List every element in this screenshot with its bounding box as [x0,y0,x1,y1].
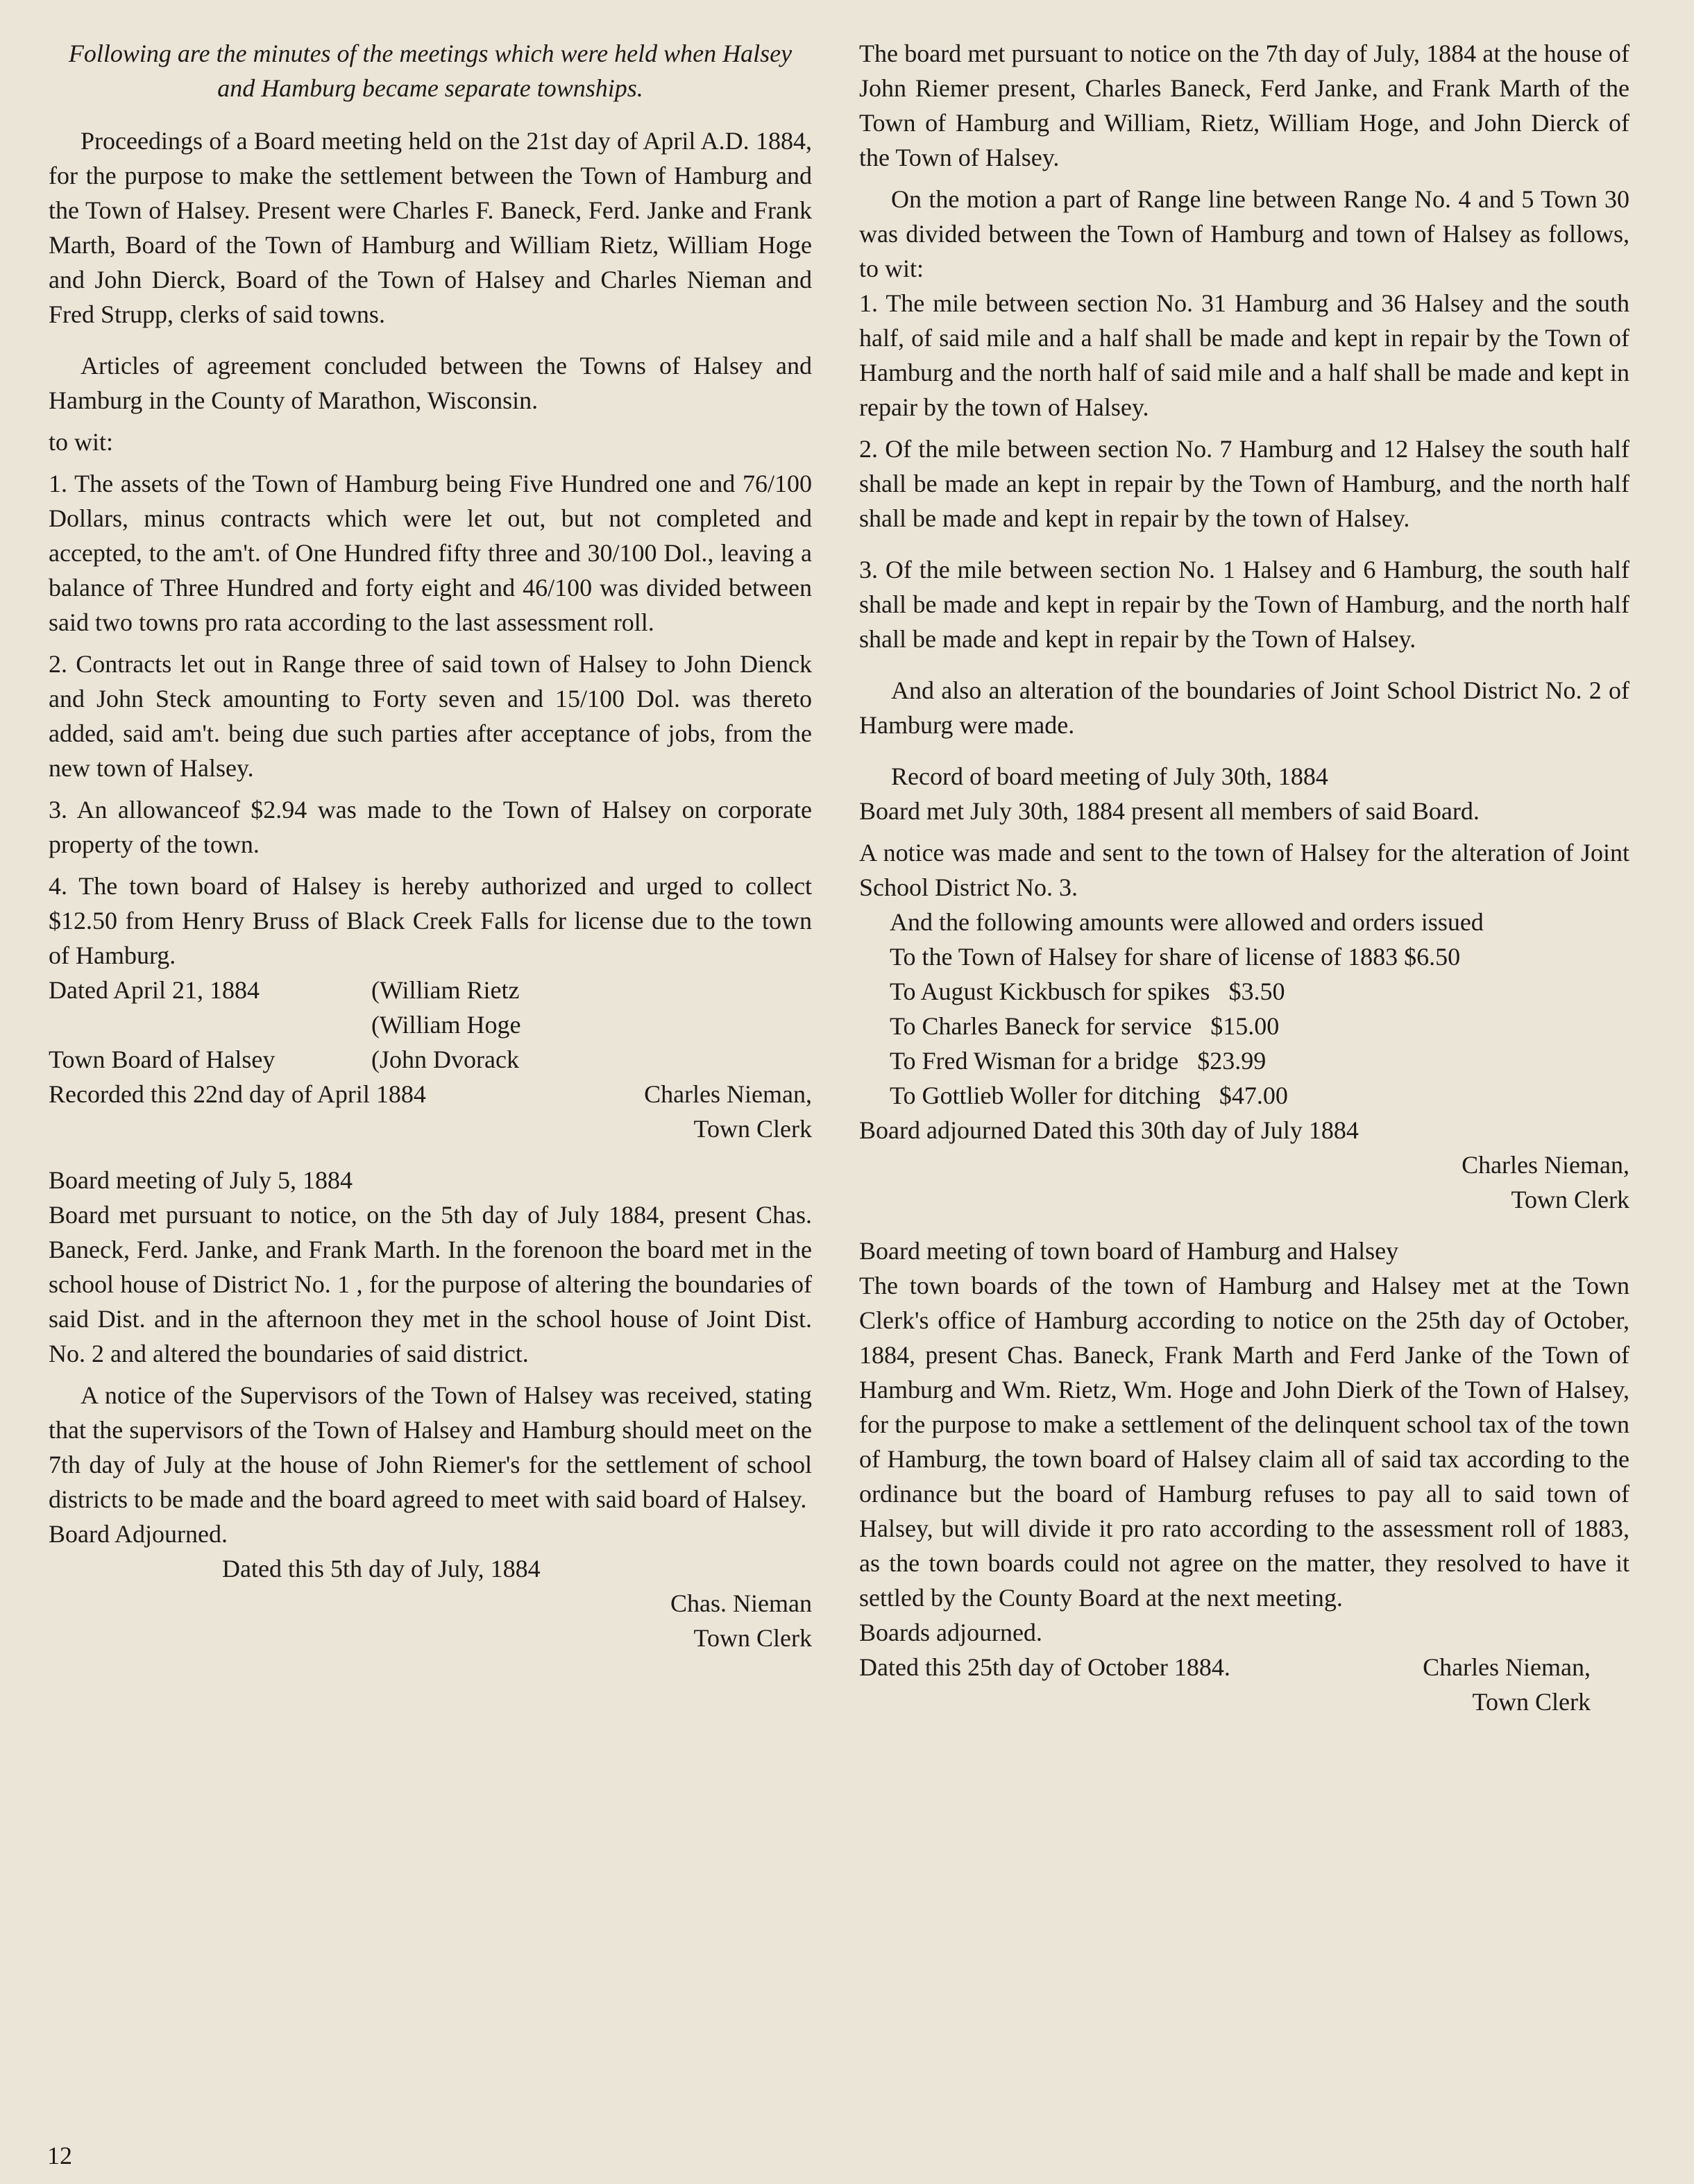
july7-paragraph-2: On the motion a part of Range line between Range No. 4 and 5 Town 30 was divided between the Town of Hamburg and town of Halsey as follows, to wit: [859,185,1629,282]
october-adjourned-text: Boards adjourned. [859,1619,1042,1646]
article-item-1: 1. The assets of the Town of Hamburg being Five Hundred one and 76/100 Dollars, minus contracts which were let out, but not completed and accepted, to the am't. of One Hundred fifty three and 30/100 Dol., leaving a balance of Three Hundred and forty eight and 46/100 was divided between said two towns pro rata according to the last assessment roll. [49,470,812,636]
october-paragraph: The town boards of the town of Hamburg and Halsey met at the Town Clerk's office of Hamburg according to notice on the 25th day of October, 1884, present Chas. Baneck, Frank Marth and Ferd Janke of the Town of Hamburg and Wm. Rietz, Wm. Hoge and John Dierk of the Town of Halsey, for the purpose to make a settlement of the delinquent school tax of the town of Hamburg, the town board of Halsey claim all of said tax according to the ordinance but the board of Hamburg refuses to pay all to said town of Halsey, but will divide it pro rato according to the assessment roll of 1883, as the town boards could not agree on the matter, they resolved to have it settled by the County Board at the next meeting. [859,1272,1629,1612]
october-signature-name: Charles Nieman, [1423,1653,1591,1681]
record-heading: Record of board meeting of July 30th, 1884 [891,762,1328,790]
july7-paragraph-1: The board met pursuant to notice on the 7th day of July, 1884 at the house of John Riemer present, Charles Baneck, Ferd Janke, and Frank Marth of the Town of Hamburg and William, Rietz, William Hoge, and John Dierck of the Town of Halsey. [859,40,1629,171]
articles-paragraph: Articles of agreement concluded between the Towns of Halsey and Hamburg in the County of Marathon, Wisconsin. [49,352,812,414]
july30-signature-title: Town Clerk [1511,1186,1629,1213]
october-signature-title: Town Clerk [1472,1688,1591,1716]
board-adjourned-text: Board Adjourned. [49,1520,228,1548]
to-wit-text: to wit: [49,428,114,456]
page-number: 12 [47,2142,72,2169]
signature-row-1 [49,973,812,1007]
july5-heading: Board meeting of July 5, 1884 [49,1166,353,1194]
signature-row-2 [49,1007,812,1042]
proceedings-paragraph: Proceedings of a Board meeting held on the 21st day of April A.D. 1884, for the purpose to make the settlement between the Town of Hamburg and the Town of Halsey. Present were Charles F. Baneck, Ferd. Janke and Frank Marth, Board of the Town of Hamburg and William Rietz, William Hoge and John Dierck, Board of the Town of Halsey and Charles Nieman and Fred Strupp, clerks of said towns. [49,127,812,328]
article-item-3: 3. An allowanceof $2.94 was made to the Town of Halsey on corporate property of the town. [49,796,812,858]
signature-name-2: (William Hoge [371,1011,521,1039]
amount-line-2: To August Kickbusch for spikes $3.50 [890,978,1285,1005]
signature-dated: Dated April 21, 1884 [49,976,260,1004]
amount-line-3: To Charles Baneck for service $15.00 [890,1012,1280,1040]
article-item-4: 4. The town board of Halsey is hereby authorized and urged to collect $12.50 from Henry Bruss of Black Creek Falls for license due to the town of Hamburg. [49,872,812,969]
recorded-clerk-name: Charles Nieman, [644,1080,812,1108]
october-heading: Board meeting of town board of Hamburg and Halsey [859,1237,1399,1265]
july30-paragraph-1: Board met July 30th, 1884 present all members of said Board. [859,797,1480,825]
recorded-clerk-title: Town Clerk [693,1115,812,1143]
left-column [49,36,812,1655]
dated-july5: Dated this 5th day of July, 1884 [222,1555,541,1582]
october-dated-line [859,1650,1629,1684]
signature-town-clerk: Town Clerk [693,1624,812,1652]
july30-adjourned-text: Board adjourned Dated this 30th day of July 1884 [859,1116,1359,1144]
school-alteration-paragraph: And also an alteration of the boundaries of Joint School District No. 2 of Hamburg were made. [859,676,1629,739]
signature-name-1: (William Rietz [371,976,520,1004]
amount-line-5: To Gottlieb Woller for ditching $47.00 [890,1082,1288,1109]
signature-name-3: (John Dvorack [371,1046,519,1073]
range-item-1: 1. The mile between section No. 31 Hamburg and 36 Halsey and the south half, of said mile and a half shall be made and kept in repair by the Town of Hamburg and the north half of said mile and a half shall be made and kept in repair by the town of Halsey. [859,289,1629,421]
july5-paragraph-2: A notice of the Supervisors of the Town of Halsey was received, stating that the supervisors of the Town of Halsey and Hamburg should meet on the 7th day of July at the house of John Riemer's for the settlement of school districts to be made and the board agreed to meet with said board of Halsey. [49,1381,812,1513]
july5-paragraph-1: Board met pursuant to notice, on the 5th day of July 1884, present Chas. Baneck, Ferd. Janke, and Frank Marth. In the forenoon the board met in the school house of District No. 1 , for the purpose of altering the boundaries of said Dist. and in the afternoon they met in the school house of Joint Dist. No. 2 and altered the boundaries of said district. [49,1201,812,1367]
article-item-2: 2. Contracts let out in Range three of said town of Halsey to John Dienck and John Steck amounting to Forty seven and 15/100 Dol. was thereto added, said am't. being due such parties after acceptance of jobs, from the new town of Halsey. [49,650,812,782]
amount-line-4: To Fred Wisman for a bridge $23.99 [890,1047,1267,1075]
signature-chas-nieman: Chas. Nieman [670,1589,812,1617]
range-item-3: 3. Of the mile between section No. 1 Halsey and 6 Hamburg, the south half shall be made and kept in repair by the Town of Hamburg, and the north half shall be made and kept in repair by the Town of Halsey. [859,556,1629,653]
amounts-intro: And the following amounts were allowed and orders issued [890,908,1484,936]
july30-paragraph-2: A notice was made and sent to the town of Halsey for the alteration of Joint School District No. 3. [859,839,1629,901]
recorded-text: Recorded this 22nd day of April 1884 [49,1080,426,1108]
october-dated-text: Dated this 25th day of October 1884. [859,1653,1230,1681]
july30-signature-name: Charles Nieman, [1462,1151,1629,1179]
intro-text: Following are the minutes of the meetings which were held when Halsey and Hamburg became separate townships. [68,40,793,102]
right-column [859,36,1629,1719]
signature-board: Town Board of Halsey [49,1046,276,1073]
recorded-line [49,1077,812,1111]
signature-row-3 [49,1042,812,1077]
range-item-2: 2. Of the mile between section No. 7 Hamburg and 12 Halsey the south half shall be made an kept in repair by the Town of Hamburg, and the north half shall be made and kept in repair by the town of Halsey. [859,435,1629,532]
amount-line-1: To the Town of Halsey for share of license of 1883 $6.50 [890,943,1461,971]
